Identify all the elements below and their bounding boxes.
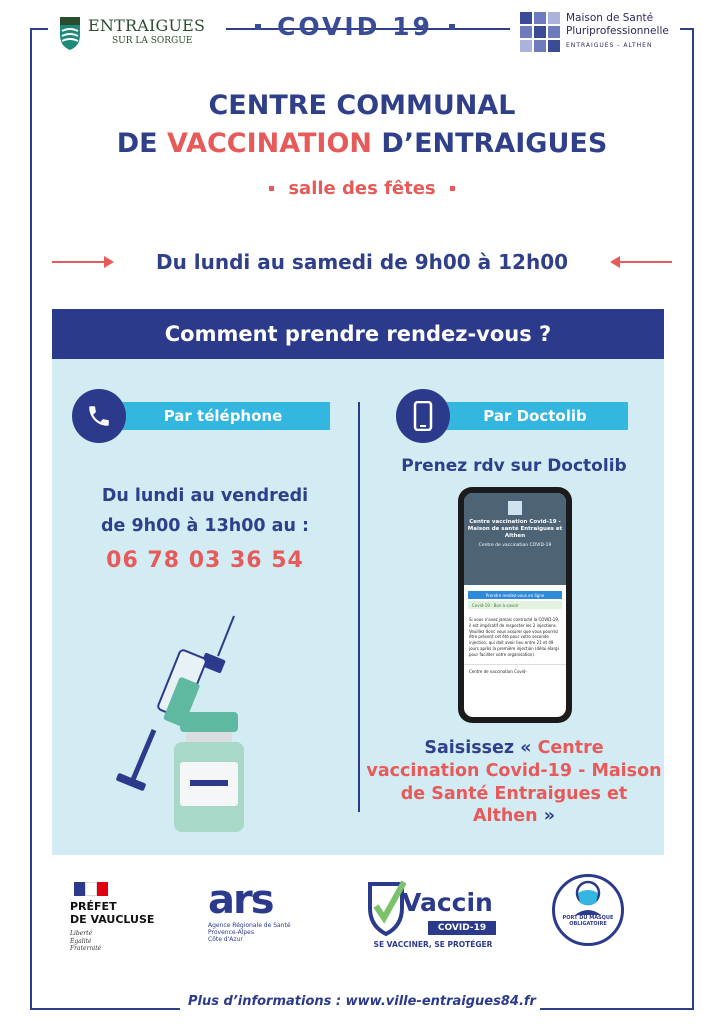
prefet-vaucluse-logo — [70, 882, 180, 952]
maison-sante-line3: ENTRAIGUES - ALTHEN — [566, 42, 653, 50]
phone-handset-icon — [86, 403, 112, 429]
prefet-motto-3: Fraternité — [70, 944, 102, 952]
instruction-search-term: Centre vaccination Covid-19 - Maison de Santé Entraigues et Althen — [366, 738, 662, 827]
building-icon — [508, 501, 522, 515]
ars-wordmark: ars — [208, 877, 273, 923]
ars-sub-1: Agence Régionale de Santé — [208, 922, 291, 929]
instruction-suffix: » — [537, 806, 556, 827]
vaccin-wordmark: Vaccin — [402, 888, 493, 917]
page-title-line2 — [0, 128, 724, 159]
covid-header-text: COVID 19 — [277, 12, 433, 41]
page-title-line1: CENTRE COMMUNAL — [208, 90, 516, 121]
mockup-category: Centre de vaccination COVID-19 — [478, 543, 552, 549]
vaccin-tagline: SE VACCINER, SE PROTÉGER — [373, 940, 493, 949]
venue-text: salle des fêtes — [288, 178, 436, 199]
maison-sante-line2: Pluriprofessionnelle — [566, 25, 669, 38]
mask-mandatory-logo — [552, 874, 624, 946]
mockup-screen — [464, 493, 566, 717]
mockup-title: Centre vaccination Covid-19 - Maison de santé Entraigues et Althen — [467, 519, 563, 540]
instruction-prefix: Saisissez « — [424, 738, 538, 758]
prefet-motto-1: Liberté — [70, 930, 93, 938]
mockup-footer: Centre de vaccination Covid- — [464, 664, 566, 678]
prefet-motto-2: Égalité — [70, 937, 92, 945]
mockup-info-chip: Covid-19 : Bon à savoir — [468, 601, 562, 609]
ars-sub-3: Côte d'Azur — [208, 936, 243, 944]
phone-icon — [72, 389, 126, 443]
doctolib-heading: Prenez rdv sur Doctolib — [401, 456, 627, 476]
doctolib-badge: Par Doctolib — [442, 402, 628, 430]
phone-number[interactable]: 06 78 03 36 54 — [106, 548, 304, 573]
maison-sante-logo — [520, 12, 690, 54]
ars-logo — [208, 877, 328, 952]
phone-hours: de 9h00 à 13h00 au : — [100, 516, 310, 536]
bullet-square — [450, 186, 455, 191]
vaccin-covid-logo — [366, 874, 500, 960]
masked-face-icon — [571, 879, 605, 915]
title-highlight: VACCINATION — [166, 128, 373, 159]
prefet-line2: DE VAUCLUSE — [70, 913, 155, 927]
title-part: D’ENTRAIGUES — [372, 128, 608, 159]
column-divider — [358, 402, 360, 812]
entraigues-logo-name: ENTRAIGUES — [88, 16, 206, 35]
bullet-square — [255, 24, 261, 30]
phone-days: Du lundi au vendredi — [101, 486, 309, 506]
syringe-vial-illustration — [110, 612, 260, 842]
ars-sub-2: Provence-Alpes — [208, 929, 254, 937]
mockup-book-button: Prendre rendez-vous en ligne — [468, 591, 562, 599]
smartphone-icon — [396, 389, 450, 443]
maison-sante-grid-icon — [520, 12, 560, 54]
maison-sante-line1: Maison de Santé — [566, 12, 654, 24]
mobile-device-icon — [413, 401, 433, 431]
mask-text — [555, 915, 621, 927]
bullet-square — [269, 186, 274, 191]
mockup-hero — [464, 493, 566, 585]
mask-text-line2: OBLIGATOIRE — [569, 921, 607, 927]
shield-check-icon — [366, 878, 406, 936]
mask-text-line1: PORT DU MASQUE — [562, 915, 614, 921]
title-part: DE — [116, 128, 167, 159]
opening-hours-text: Du lundi au samedi de 9h00 à 12h00 — [155, 250, 569, 274]
entraigues-logo-subtitle: SUR LA SORGUE — [112, 36, 193, 46]
entraigues-shield-icon — [58, 13, 82, 51]
covid-header — [240, 12, 470, 41]
vaccin-covid-label: COVID-19 — [428, 921, 496, 935]
doctolib-phone-mockup — [458, 487, 572, 723]
bullet-square — [449, 24, 455, 30]
prefet-line1: PRÉFET — [70, 900, 117, 913]
mockup-info-text: Si vous n'avez jamais contracté la COVID-19, il est impératif de respecter les 2 injections. Veuillez donc vous assurer que vous pourrez être présent cet été pour votre seconde injection, qui doit avoir lieu entre 21 et 49 jours après la première injection (délai élargi pour faciliter votre organisation). — [469, 617, 560, 657]
footer-website[interactable]: Plus d’informations : www.ville-entraigues84.fr — [188, 994, 536, 1009]
entraigues-logo — [58, 10, 218, 54]
booking-banner: Comment prendre rendez-vous ? — [52, 309, 664, 359]
arrow-right-icon — [52, 255, 114, 269]
arrow-left-icon — [610, 255, 672, 269]
french-flag-icon — [74, 882, 108, 896]
venue-subtitle — [0, 178, 724, 199]
opening-hours — [52, 244, 672, 280]
doctolib-instruction — [366, 737, 662, 828]
phone-badge: Par téléphone — [116, 402, 330, 430]
